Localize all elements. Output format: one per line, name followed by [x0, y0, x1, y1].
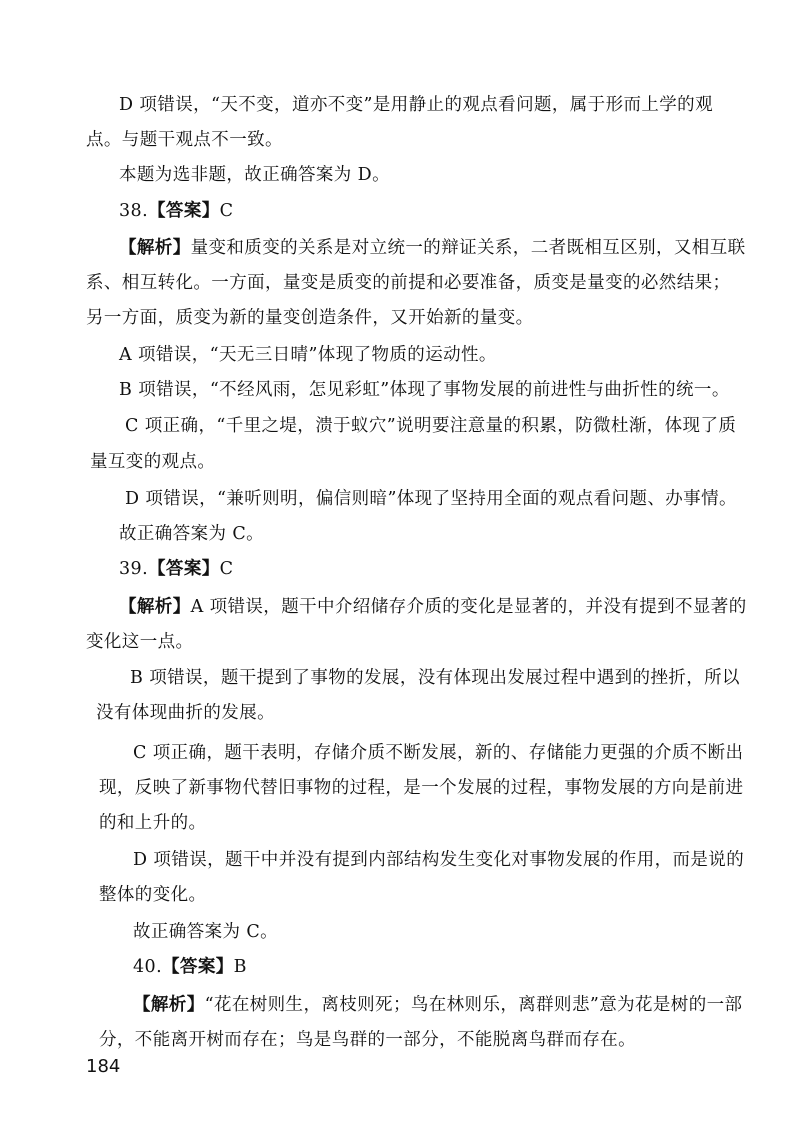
question-number: 38.: [119, 201, 149, 221]
answer-tag: 【答案】: [148, 559, 220, 579]
text-line: 整体的变化。: [99, 885, 207, 905]
question-number: 40.: [133, 957, 163, 977]
answer-heading-39: [119, 557, 233, 581]
text-line: D 项错误，“天不变，道亦不变”是用静止的观点看问题，属于形而上学的观: [119, 95, 713, 115]
text-line: 本题为选非题，故正确答案为 D。: [119, 165, 390, 185]
answer-heading-38: [119, 199, 233, 223]
answer-value: C: [219, 201, 234, 221]
question-number: 39.: [119, 559, 149, 579]
answer-value: C: [219, 559, 234, 579]
analysis-tag: 【解析】: [119, 597, 191, 617]
page-number: 184: [86, 1056, 121, 1077]
text-line: D 项错误，题干中并没有提到内部结构发生变化对事物发展的作用，而是说的: [133, 850, 745, 870]
text-line: C 项正确，题干表明，存储介质不断发展，新的、存储能力更强的介质不断出: [133, 743, 744, 763]
analysis-line: [119, 595, 747, 619]
text-line: 变化这一点。: [86, 632, 194, 652]
analysis-tag: 【解析】: [119, 238, 191, 258]
text-line: 分，不能离开树而存在；鸟是鸟群的一部分，不能脱离鸟群而存在。: [99, 1030, 636, 1050]
answer-heading-40: [133, 955, 247, 979]
answer-tag: 【答案】: [148, 201, 220, 221]
text-line: 量互变的观点。: [90, 452, 216, 472]
analysis-text: A 项错误，题干中介绍储存介质的变化是显著的，并没有提到不显著的: [190, 597, 747, 617]
answer-value: B: [233, 957, 247, 977]
text-line: 另一方面，质变为新的量变创造条件，又开始新的量变。: [86, 308, 534, 328]
text-line: B 项错误，“不经风雨，怎见彩虹”体现了事物发展的前进性与曲折性的统一。: [119, 380, 730, 400]
text-line: D 项错误，“兼听则明，偏信则暗”体现了坚持用全面的观点看问题、办事情。: [125, 489, 737, 509]
analysis-text: “花在树则生，离枝则死；鸟在林则乐，离群则悲”意为花是树的一部: [204, 995, 743, 1015]
analysis-line: [133, 993, 742, 1017]
text-line: 系、相互转化。一方面，量变是质变的前提和必要准备，质变是量变的必然结果；: [86, 273, 731, 293]
analysis-tag: 【解析】: [133, 995, 205, 1015]
text-line: 故正确答案为 C。: [119, 524, 265, 544]
text-line: 的和上升的。: [99, 813, 207, 833]
text-line: B 项错误，题干提到了事物的发展，没有体现出发展过程中遇到的挫折，所以: [130, 668, 740, 688]
text-line: 没有体现曲折的发展。: [96, 703, 275, 723]
analysis-line: [119, 236, 746, 260]
text-line: 现，反映了新事物代替旧事物的过程，是一个发展的过程，事物发展的方向是前进: [99, 778, 744, 798]
answer-tag: 【答案】: [162, 957, 234, 977]
text-line: A 项错误，“天无三日晴”体现了物质的运动性。: [119, 345, 497, 365]
text-line: 点。与题干观点不一致。: [86, 130, 283, 150]
text-line: C 项正确，“千里之堤，溃于蚁穴”说明要注意量的积累，防微杜渐，体现了质: [125, 416, 737, 436]
text-line: 故正确答案为 C。: [133, 922, 279, 942]
analysis-text: 量变和质变的关系是对立统一的辩证关系，二者既相互区别，又相互联: [190, 238, 746, 258]
